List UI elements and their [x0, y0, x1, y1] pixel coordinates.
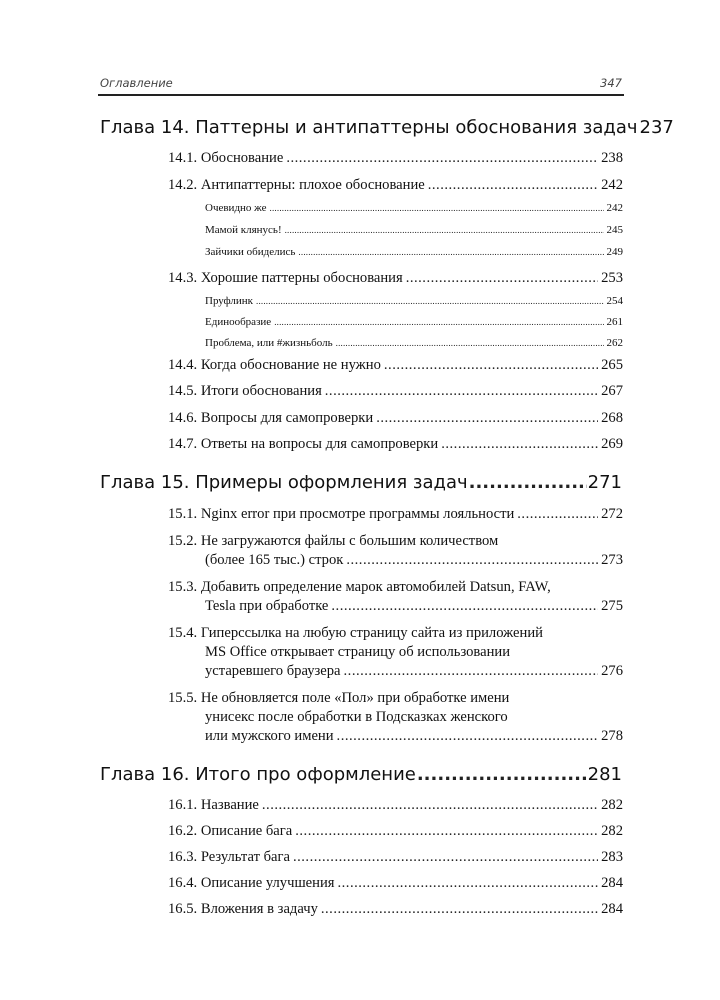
leader-dots — [270, 203, 604, 213]
entry-title: (более 165 тыс.) строк — [205, 552, 344, 568]
entry-page: 265 — [601, 357, 623, 373]
toc-entry[interactable] — [168, 150, 623, 167]
leader-dots — [376, 410, 598, 427]
leader-dots — [321, 901, 598, 918]
toc-entry[interactable] — [205, 552, 623, 569]
entry-title: Единообразие — [205, 316, 272, 328]
toc-entry-line[interactable]: 15.5. Не обновляется поле «Пол» при обработке имени — [168, 690, 510, 706]
entry-title: устаревшего браузера — [205, 663, 341, 679]
toc-entry[interactable] — [168, 177, 623, 194]
toc-entry[interactable] — [205, 598, 623, 615]
entry-title: или мужского имени — [205, 728, 334, 744]
entry-page: 268 — [601, 410, 623, 426]
toc-subentry[interactable] — [205, 246, 623, 258]
entry-page: 262 — [606, 337, 623, 349]
leader-dots — [325, 383, 598, 400]
toc-subentry[interactable] — [205, 316, 623, 328]
entry-page: 284 — [601, 875, 623, 891]
chapter-page: 281 — [587, 764, 622, 785]
chapter-title: Глава 16. Итого про оформление — [100, 764, 416, 785]
entry-title: Пруфлинк — [205, 295, 253, 307]
toc-subentry[interactable] — [205, 337, 623, 349]
chapter-page: 271 — [587, 472, 622, 493]
entry-page: 267 — [601, 383, 623, 399]
toc-entry[interactable] — [168, 270, 623, 287]
leader-dots — [286, 150, 598, 167]
entry-page: 278 — [601, 728, 623, 744]
leader-dots — [293, 849, 598, 866]
toc-entry[interactable] — [168, 357, 623, 374]
entry-page: 242 — [606, 202, 623, 214]
leader-dots — [517, 506, 598, 523]
leader-dots — [417, 764, 587, 785]
toc-entry[interactable] — [205, 728, 623, 745]
entry-page: 283 — [601, 849, 623, 865]
entry-page: 275 — [601, 598, 623, 614]
leader-dots — [338, 875, 599, 892]
toc-subentry[interactable] — [205, 295, 623, 307]
leader-dots — [331, 598, 598, 615]
toc-entry[interactable] — [168, 410, 623, 427]
entry-page: 249 — [606, 246, 623, 258]
leader-dots — [428, 177, 598, 194]
entry-title: 14.5. Итоги обоснования — [168, 383, 322, 399]
entry-page: 245 — [606, 224, 623, 236]
chapter-title: Глава 14. Паттерны и антипаттерны обоснования задач — [100, 117, 638, 138]
chapter-page: 237 — [639, 117, 674, 138]
entry-page: 254 — [606, 295, 623, 307]
entry-title: 16.2. Описание бага — [168, 823, 293, 839]
entry-title: 16.5. Вложения в задачу — [168, 901, 318, 917]
entry-title: Проблема, или #жизньболь — [205, 337, 333, 349]
leader-dots — [346, 552, 598, 569]
entry-title: 14.4. Когда обоснование не нужно — [168, 357, 381, 373]
toc-subentry[interactable] — [205, 224, 623, 236]
entry-title: 14.1. Обоснование — [168, 150, 284, 166]
entry-title: 14.7. Ответы на вопросы для самопроверки — [168, 436, 439, 452]
toc-subentry[interactable] — [205, 202, 623, 214]
entry-page: 242 — [601, 177, 623, 193]
toc-entry[interactable] — [168, 797, 623, 814]
leader-dots — [406, 270, 598, 287]
entry-title: 16.4. Описание улучшения — [168, 875, 335, 891]
entry-page: 282 — [601, 823, 623, 839]
toc-entry[interactable] — [168, 875, 623, 892]
toc-chapter-15[interactable] — [100, 472, 622, 493]
entry-page: 282 — [601, 797, 623, 813]
entry-page: 272 — [601, 506, 623, 522]
entry-title: 16.1. Название — [168, 797, 259, 813]
leader-dots — [256, 296, 604, 306]
toc-entry[interactable] — [168, 383, 623, 400]
entry-page: 253 — [601, 270, 623, 286]
leader-dots — [295, 823, 598, 840]
chapter-title: Глава 15. Примеры оформления задач — [100, 472, 468, 493]
toc-entry[interactable] — [168, 436, 623, 453]
leader-dots — [298, 247, 603, 257]
entry-page: 273 — [601, 552, 623, 568]
toc-entry-line[interactable]: унисекс после обработки в Подсказках женского — [205, 709, 508, 725]
toc-entry[interactable] — [168, 506, 623, 523]
leader-dots — [285, 225, 604, 235]
toc-entry-line[interactable]: 15.4. Гиперссылка на любую страницу сайта из приложений — [168, 625, 543, 641]
header-page-number: 347 — [600, 76, 622, 90]
leader-dots — [441, 436, 598, 453]
entry-page: 276 — [601, 663, 623, 679]
toc-entry[interactable] — [205, 663, 623, 680]
leader-dots — [384, 357, 598, 374]
toc-entry[interactable] — [168, 849, 623, 866]
toc-entry-line[interactable]: 15.3. Добавить определение марок автомобилей Datsun, FAW, — [168, 579, 551, 595]
entry-title: Зайчики обиделись — [205, 246, 296, 258]
entry-page: 261 — [606, 316, 623, 328]
entry-page: 238 — [601, 150, 623, 166]
leader-dots — [336, 338, 604, 348]
entry-title: Мамой клянусь! — [205, 224, 282, 236]
leader-dots — [337, 728, 599, 745]
toc-chapter-14[interactable] — [100, 117, 674, 138]
entry-title: 16.3. Результат бага — [168, 849, 290, 865]
leader-dots — [274, 317, 603, 327]
leader-dots — [262, 797, 598, 814]
toc-chapter-16[interactable] — [100, 764, 622, 785]
running-header — [98, 76, 624, 96]
entry-title: 15.1. Nginx error при просмотре программы лояльности — [168, 506, 515, 522]
toc-entry-line[interactable]: 15.2. Не загружаются файлы с большим количеством — [168, 533, 499, 549]
toc-entry-line[interactable]: MS Office открывает страницу об использовании — [205, 644, 511, 660]
header-section-title: Оглавление — [100, 76, 173, 90]
entry-title: Tesla при обработке — [205, 598, 329, 614]
entry-page: 269 — [601, 436, 623, 452]
entry-page: 284 — [601, 901, 623, 917]
leader-dots — [469, 472, 587, 493]
toc-entry[interactable] — [168, 901, 623, 918]
leader-dots — [344, 663, 599, 680]
entry-title: 14.2. Антипаттерны: плохое обоснование — [168, 177, 425, 193]
entry-title: 14.3. Хорошие паттерны обоснования — [168, 270, 403, 286]
entry-title: 14.6. Вопросы для самопроверки — [168, 410, 374, 426]
entry-title: Очевидно же — [205, 202, 267, 214]
toc-entry[interactable] — [168, 823, 623, 840]
